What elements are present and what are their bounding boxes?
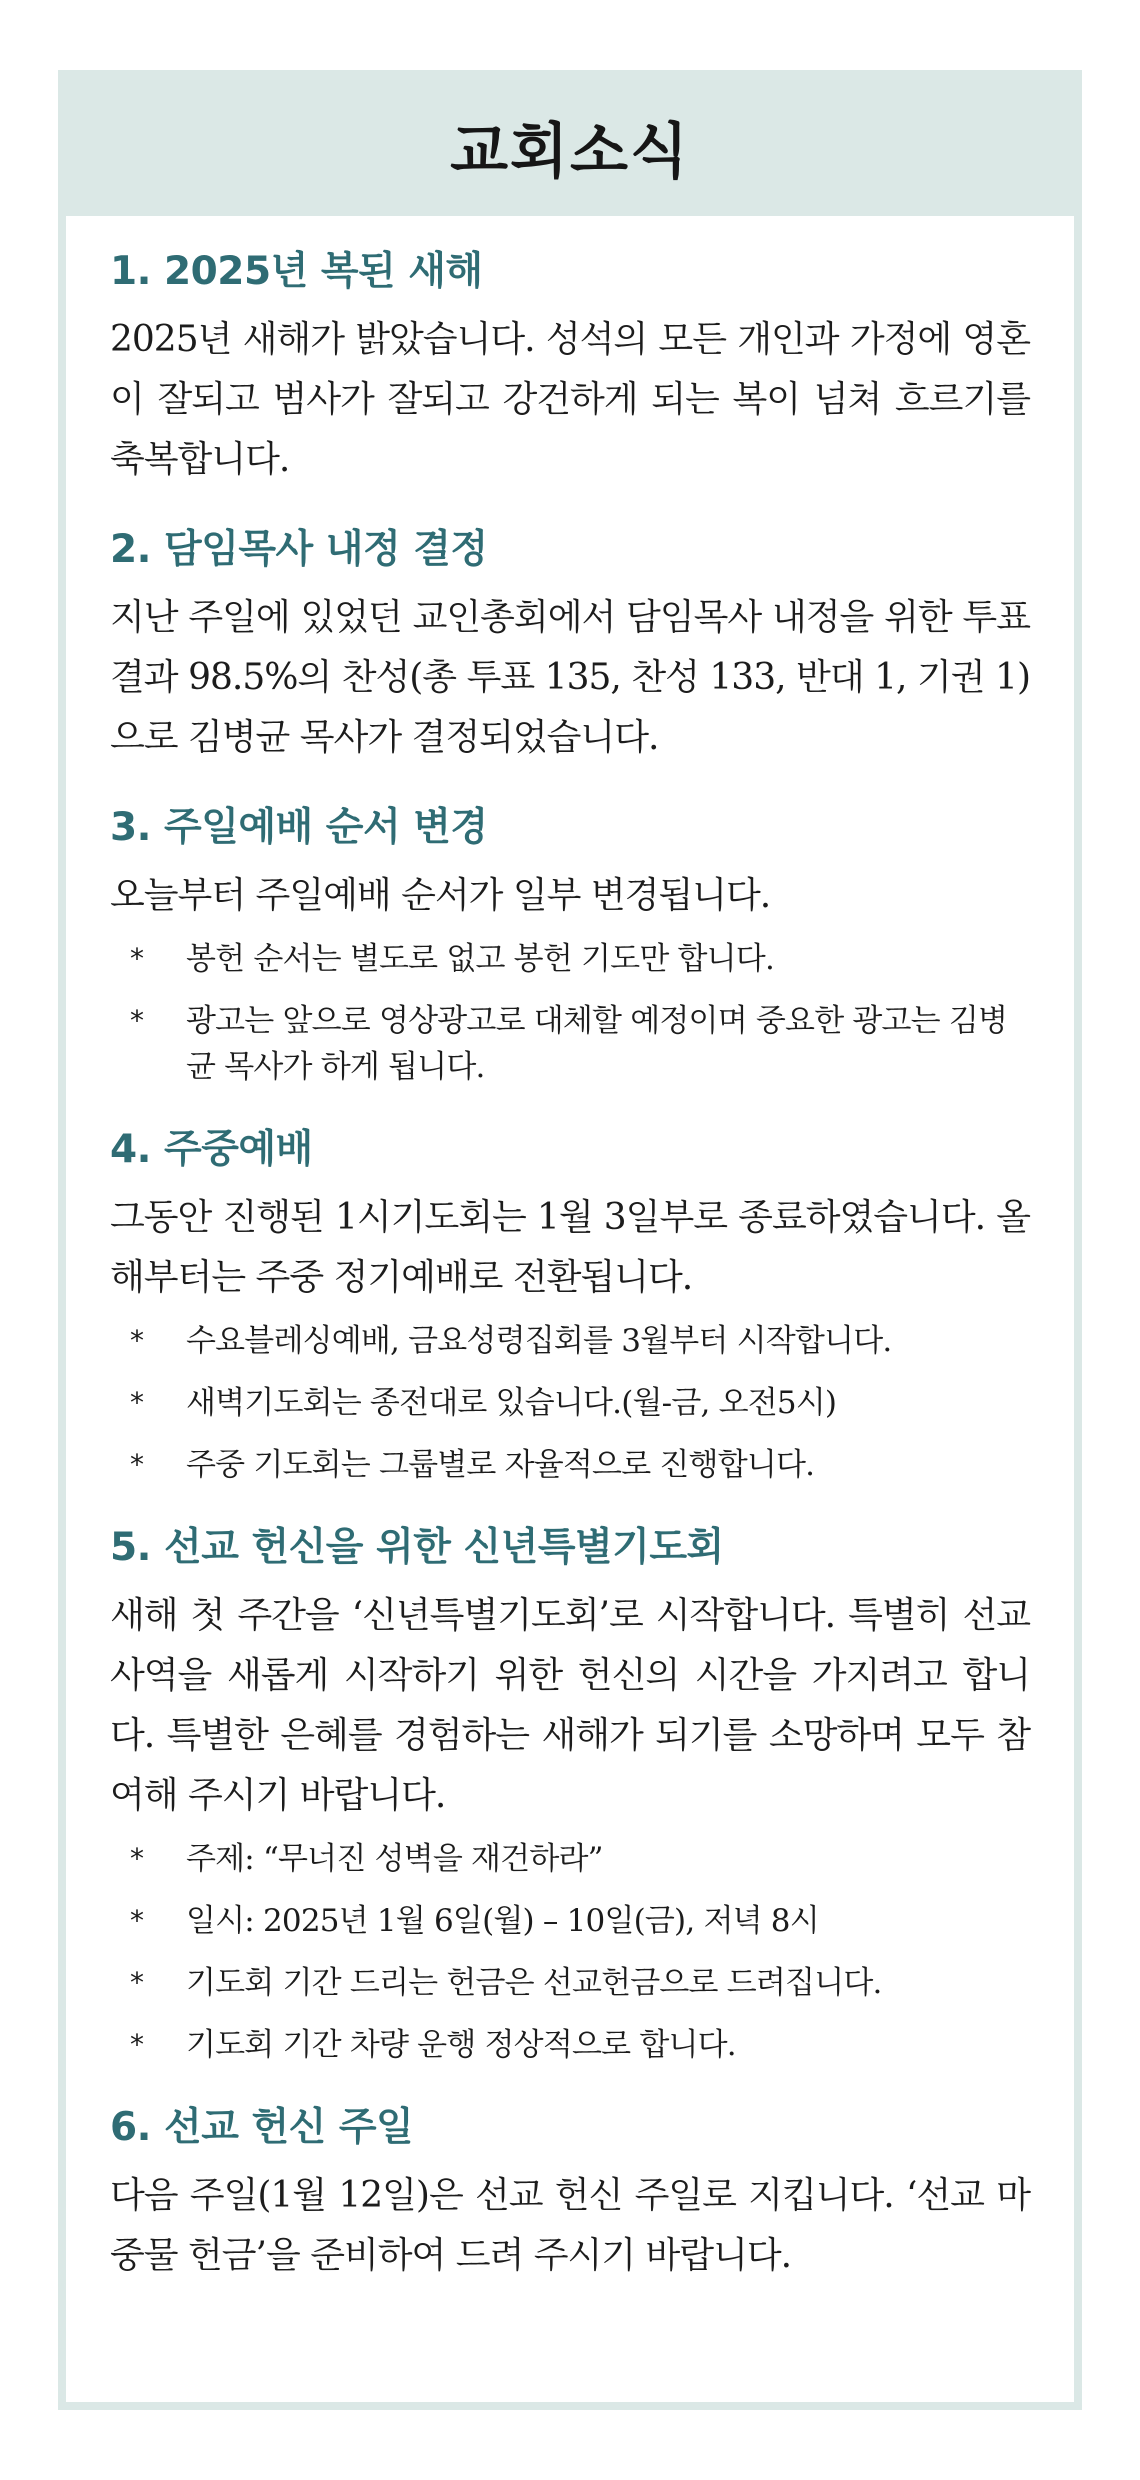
section-heading: 6. 선교 헌신 주일 — [110, 2105, 414, 2150]
bullet-text: 기도회 기간 드리는 헌금은 선교헌금으로 드려집니다. — [186, 1965, 882, 2001]
bullet-item — [110, 936, 1030, 982]
news-content — [66, 216, 1074, 2286]
asterisk-icon: * — [130, 1842, 144, 1875]
section-paragraph: 오늘부터 주일예배 순서가 일부 변경됩니다. — [110, 875, 771, 916]
asterisk-icon: * — [130, 1386, 144, 1419]
asterisk-icon: * — [130, 1448, 144, 1481]
section-paragraph: 다음 주일(1월 12일)은 선교 헌신 주일로 지킵니다. ‘선교 마중물 헌금’을 준비하여 드려 주시기 바랍니다. — [110, 2175, 1030, 2276]
section-paragraph: 지난 주일에 있었던 교인총회에서 담임목사 내정을 위한 투표 결과 98.5%의 찬성(총 투표 135, 찬성 133, 반대 1, 기권 1)으로 김병균 목사가 결정되었습니다. — [110, 597, 1030, 758]
news-section-5 — [110, 1518, 1030, 2068]
bullet-text: 기도회 기간 차량 운행 정상적으로 합니다. — [186, 2027, 736, 2063]
asterisk-icon: * — [130, 1904, 144, 1937]
bullet-text: 광고는 앞으로 영상광고로 대체할 예정이며 중요한 광고는 김병균 목사가 하게 됩니다. — [186, 1003, 1008, 1085]
asterisk-icon: * — [130, 1966, 144, 1999]
bullet-item — [110, 1898, 1030, 1944]
bullet-text: 주중 기도회는 그룹별로 자율적으로 진행합니다. — [186, 1447, 815, 1483]
bullet-text: 주제: “무너진 성벽을 재건하라” — [186, 1841, 603, 1877]
bullet-item — [110, 1442, 1030, 1488]
page-title: 교회소식 — [450, 117, 690, 187]
bullet-text: 봉헌 순서는 별도로 없고 봉헌 기도만 합니다. — [186, 941, 775, 977]
bullet-list — [110, 1836, 1030, 2068]
bullet-text: 일시: 2025년 1월 6일(월) – 10일(금), 저녁 8시 — [186, 1903, 819, 1939]
asterisk-icon: * — [130, 1324, 144, 1357]
title-bar — [66, 78, 1074, 216]
section-paragraph: 새해 첫 주간을 ‘신년특별기도회’로 시작합니다. 특별히 선교 사역을 새롭게 시작하기 위한 헌신의 시간을 가지려고 합니다. 특별한 은혜를 경험하는 새해가 되기를 소망하며 모두 참여해 주시기 바랍니다. — [110, 1595, 1030, 1816]
news-section-4 — [110, 1120, 1030, 1488]
asterisk-icon: * — [130, 942, 144, 975]
section-heading: 3. 주일예배 순서 변경 — [110, 805, 488, 850]
news-section-1 — [110, 242, 1030, 490]
asterisk-icon: * — [130, 1004, 144, 1037]
news-panel — [58, 70, 1082, 2410]
bullet-item — [110, 1960, 1030, 2006]
section-heading: 2. 담임목사 내정 결정 — [110, 527, 488, 572]
section-heading: 1. 2025년 복된 새해 — [110, 249, 483, 294]
news-section-3 — [110, 798, 1030, 1090]
bullet-item — [110, 2022, 1030, 2068]
bullet-list — [110, 1318, 1030, 1488]
bullet-item — [110, 1380, 1030, 1426]
section-heading: 4. 주중예배 — [110, 1127, 313, 1172]
section-heading: 5. 선교 헌신을 위한 신년특별기도회 — [110, 1525, 724, 1570]
section-paragraph: 2025년 새해가 밝았습니다. 성석의 모든 개인과 가정에 영혼이 잘되고 범사가 잘되고 강건하게 되는 복이 넘쳐 흐르기를 축복합니다. — [110, 319, 1030, 480]
bullet-item — [110, 998, 1030, 1090]
bullet-item — [110, 1318, 1030, 1364]
bullet-item — [110, 1836, 1030, 1882]
bullet-list — [110, 936, 1030, 1090]
news-section-2 — [110, 520, 1030, 768]
asterisk-icon: * — [130, 2028, 144, 2061]
section-paragraph: 그동안 진행된 1시기도회는 1월 3일부로 종료하였습니다. 올해부터는 주중 정기예배로 전환됩니다. — [110, 1197, 1030, 1298]
news-section-6 — [110, 2098, 1030, 2286]
bullet-text: 새벽기도회는 종전대로 있습니다.(월-금, 오전5시) — [186, 1385, 837, 1421]
bullet-text: 수요블레싱예배, 금요성령집회를 3월부터 시작합니다. — [186, 1323, 892, 1359]
